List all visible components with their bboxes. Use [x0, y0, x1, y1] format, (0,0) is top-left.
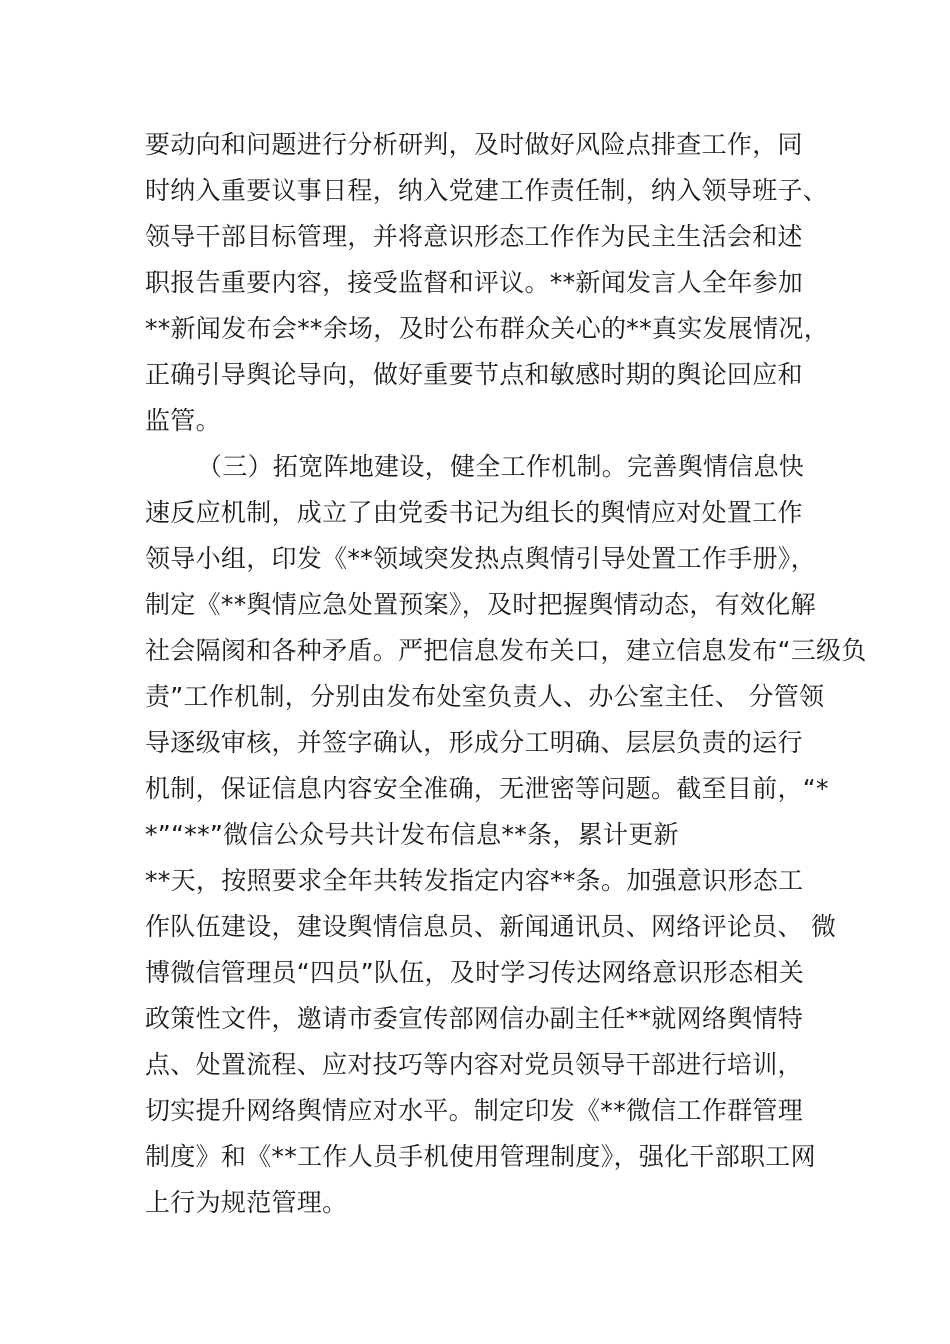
- text-line-5: **新闻发布会**余场，及时公布群众关心的**真实发展情况，: [145, 314, 830, 343]
- text-line-19: 博微信管理员“四员”队伍，及时学习传达网络意识形态相关: [145, 958, 805, 987]
- text-line-11: 制定《**舆情应急处置预案》，及时把握舆情动态，有效化解: [145, 590, 816, 619]
- text-line-23: 制度》和《**工作人员手机使用管理制度》，强化干部职工网: [145, 1142, 816, 1171]
- text-line-13: 责”工作机制，分别由发布处室负责人、办公室主任、 分管领: [145, 682, 825, 711]
- text-line-20: 政策性文件，邀请市委宣传部网信办副主任**就网络舆情特: [145, 1004, 804, 1033]
- text-line-22: 切实提升网络舆情应对水平。制定印发《**微信工作群管理: [145, 1096, 804, 1125]
- text-line-21: 点、处置流程、应对技巧等内容对党员领导干部进行培训，: [145, 1050, 803, 1079]
- section-heading-line: （三）拓宽阵地建设，健全工作机制。完善舆情信息快: [197, 452, 805, 481]
- text-line-14: 导逐级审核，并签字确认，形成分工明确、层层负责的运行: [145, 728, 803, 757]
- text-line-2: 时纳入重要议事日程，纳入党建工作责任制，纳入领导班子、: [145, 176, 829, 205]
- text-line-24: 上行为规范管理。: [145, 1188, 348, 1217]
- text-line-10: 领导小组，印发《**领域突发热点舆情引导处置工作手册》，: [145, 544, 816, 573]
- text-line-12: 社会隔阂和各种矛盾。严把信息发布关口，建立信息发布“三级负: [145, 636, 867, 665]
- text-line-4: 职报告重要内容，接受监督和评议。**新闻发言人全年参加: [145, 268, 804, 297]
- text-line-9: 速反应机制，成立了由党委书记为组长的舆情应对处置工作: [145, 498, 803, 527]
- text-line-16: *”“**”微信公众号共计发布信息**条，累计更新: [145, 820, 679, 849]
- text-line-1: 要动向和问题进行分析研判，及时做好风险点排查工作，同: [145, 130, 803, 159]
- text-line-17: **天，按照要求全年共转发指定内容**条。加强意识形态工: [145, 866, 804, 895]
- text-line-18: 作队伍建设，建设舆情信息员、新闻通讯员、网络评论员、 微: [145, 912, 837, 941]
- text-line-7: 监管。: [145, 406, 221, 435]
- text-line-15: 机制，保证信息内容安全准确，无泄密等问题。截至目前，“*: [145, 774, 829, 803]
- text-line-3: 领导干部目标管理，并将意识形态工作作为民主生活会和述: [145, 222, 803, 251]
- text-line-6: 正确引导舆论导向，做好重要节点和敏感时期的舆论回应和: [145, 360, 803, 389]
